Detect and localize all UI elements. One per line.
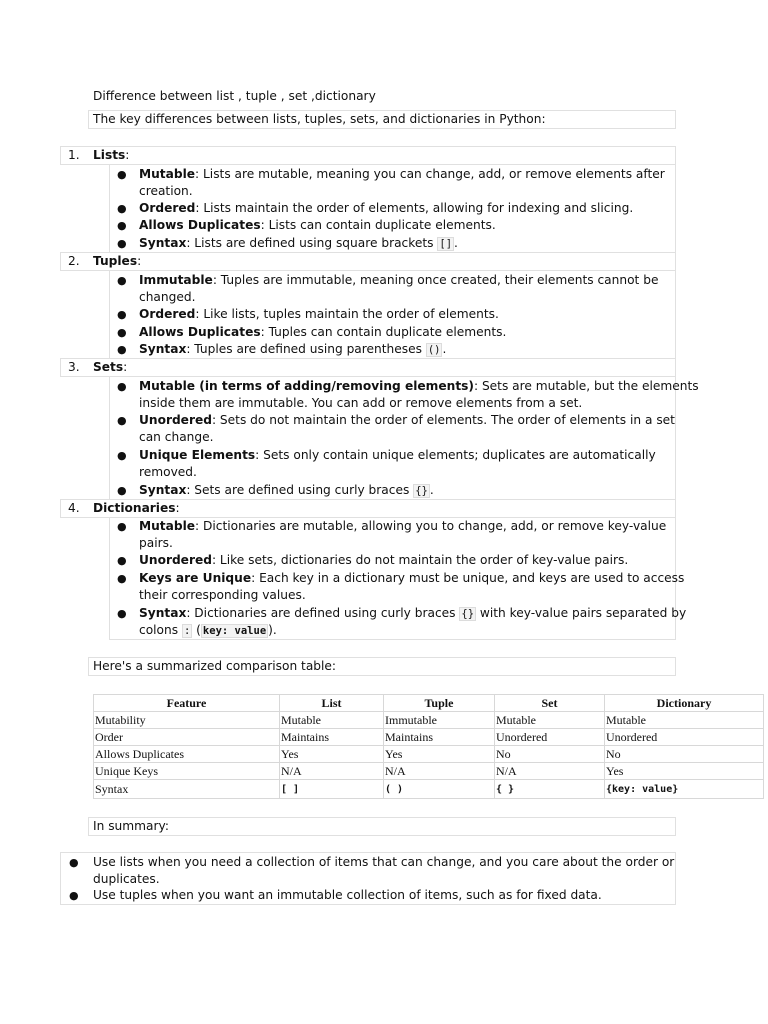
list-item-continued: inside them are immutable. You can add or remove elements from a set. [139, 396, 583, 410]
list-item-continued: removed. [139, 465, 197, 479]
section-title-dictionaries: Dictionaries: [93, 501, 180, 515]
table-header-cell: Feature [94, 695, 280, 712]
table-cell: {key: value} [605, 780, 764, 799]
list-item: Ordered: Like lists, tuples maintain the order of elements. [139, 307, 499, 321]
table-cell: N/A [384, 763, 495, 780]
intro-text: The key differences between lists, tuples, sets, and dictionaries in Python: [93, 112, 546, 126]
list-item-continued: changed. [139, 290, 196, 304]
table-cell: [ ] [280, 780, 384, 799]
table-row [94, 763, 764, 780]
list-item: Syntax: Dictionaries are defined using curly braces {} with key-value pairs separated by [139, 606, 687, 620]
table-header-cell: List [280, 695, 384, 712]
table-cell: Maintains [384, 729, 495, 746]
section-tuples-header-box [60, 252, 676, 271]
list-item: Keys are Unique: Each key in a dictionary must be unique, and keys are used to access [139, 571, 685, 585]
table-cell: Order [94, 729, 280, 746]
summary-label: In summary: [93, 819, 169, 833]
list-item: Unordered: Like sets, dictionaries do not maintain the order of key-value pairs. [139, 553, 629, 567]
table-cell: Mutability [94, 712, 280, 729]
table-cell: Syntax [94, 780, 280, 799]
table-cell: Yes [384, 746, 495, 763]
table-row [94, 780, 764, 799]
table-cell: N/A [280, 763, 384, 780]
list-item: Syntax: Sets are defined using curly braces {} . [139, 483, 434, 497]
list-item: Ordered: Lists maintain the order of elements, allowing for indexing and slicing. [139, 201, 634, 215]
table-cell: { } [495, 780, 605, 799]
list-item: Mutable: Dictionaries are mutable, allowing you to change, add, or remove key-value [139, 519, 667, 533]
table-row [94, 746, 764, 763]
table-cell: No [495, 746, 605, 763]
section-number: 3. [68, 360, 80, 374]
table-cell: Immutable [384, 712, 495, 729]
list-item: Allows Duplicates: Tuples can contain duplicate elements. [139, 325, 507, 339]
section-number: 4. [68, 501, 80, 515]
table-cell: Yes [605, 763, 764, 780]
list-item-continued: pairs. [139, 536, 173, 550]
table-row [94, 729, 764, 746]
section-number: 1. [68, 148, 80, 162]
table-cell: Maintains [280, 729, 384, 746]
table-cell: Yes [280, 746, 384, 763]
document-heading: Difference between list , tuple , set ,dictionary [93, 89, 376, 103]
list-item: Allows Duplicates: Lists can contain duplicate elements. [139, 218, 496, 232]
table-cell: Mutable [280, 712, 384, 729]
list-item: Unordered: Sets do not maintain the order of elements. The order of elements in a set [139, 413, 675, 427]
table-cell: ( ) [384, 780, 495, 799]
section-title-lists: Lists: [93, 148, 130, 162]
summary-label-box [88, 817, 676, 836]
section-title-tuples: Tuples: [93, 254, 142, 268]
table-cell: Mutable [605, 712, 764, 729]
table-intro-text: Here's a summarized comparison table: [93, 659, 337, 673]
table-header-cell: Set [495, 695, 605, 712]
summary-item-continued: duplicates. [93, 872, 160, 886]
list-item-continued: can change. [139, 430, 214, 444]
table-row [94, 712, 764, 729]
table-cell: Mutable [495, 712, 605, 729]
list-item-continued: their corresponding values. [139, 588, 306, 602]
table-header-row [94, 695, 764, 712]
section-number: 2. [68, 254, 80, 268]
list-item: Unique Elements: Sets only contain unique elements; duplicates are automatically [139, 448, 656, 462]
table-cell: No [605, 746, 764, 763]
list-item: Syntax: Tuples are defined using parentheses () . [139, 342, 447, 356]
summary-item: Use tuples when you want an immutable collection of items, such as for fixed data. [93, 888, 602, 902]
list-item: Syntax: Lists are defined using square brackets [] . [139, 236, 458, 250]
table-header-cell: Tuple [384, 695, 495, 712]
section-title-sets: Sets: [93, 360, 128, 374]
section-lists-header-box [60, 146, 676, 165]
list-item-continued: colons : ( key: value ). [139, 623, 277, 637]
list-item: Immutable: Tuples are immutable, meaning once created, their elements cannot be [139, 273, 659, 287]
summary-item: Use lists when you need a collection of items that can change, and you care about the order or [93, 855, 675, 869]
comparison-table [93, 694, 764, 799]
table-header-cell: Dictionary [605, 695, 764, 712]
table-cell: Unordered [495, 729, 605, 746]
table-cell: Unordered [605, 729, 764, 746]
section-sets-header-box [60, 358, 676, 377]
table-cell: Allows Duplicates [94, 746, 280, 763]
table-cell: N/A [495, 763, 605, 780]
table-cell: Unique Keys [94, 763, 280, 780]
list-item-continued: creation. [139, 184, 193, 198]
list-item: Mutable (in terms of adding/removing elements): Sets are mutable, but the elements [139, 379, 699, 393]
list-item: Mutable: Lists are mutable, meaning you can change, add, or remove elements after [139, 167, 665, 181]
